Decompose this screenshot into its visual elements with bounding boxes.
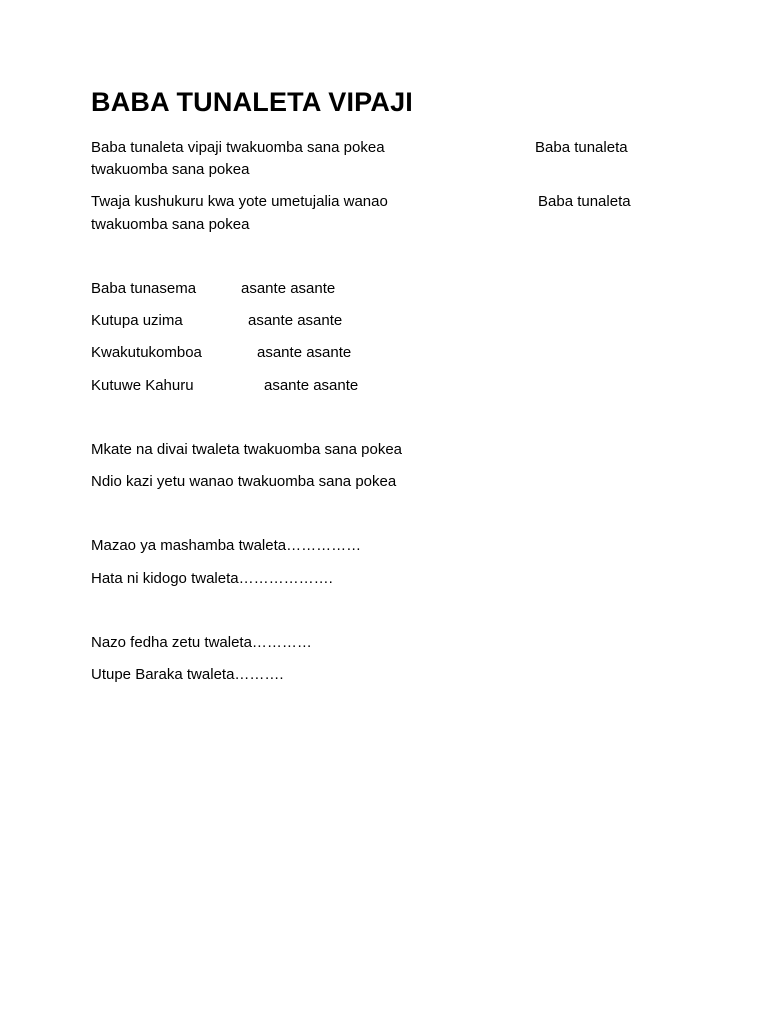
verse3-line: Mazao ya mashamba twaleta…………… [91, 537, 362, 554]
chorus-line-left: Kutuwe Kahuru [91, 377, 194, 394]
verse1-line1-left: Baba tunaleta vipaji twakuomba sana pokea [91, 139, 385, 156]
chorus-line-right: asante asante [264, 377, 359, 394]
verse2-line: Mkate na divai twaleta twakuomba sana pokea [91, 441, 403, 458]
chorus-line-left: Kwakutukomboa [91, 344, 202, 361]
page-title: BABA TUNALETA VIPAJI [91, 87, 414, 117]
verse4-line: Utupe Baraka twaleta………. [91, 666, 284, 683]
verse3-line: Hata ni kidogo twaleta………………. [91, 570, 333, 587]
verse1-line2-continuation: twakuomba sana pokea [91, 216, 250, 233]
verse2-line: Ndio kazi yetu wanao twakuomba sana pokea [91, 473, 397, 490]
chorus-line-left: Kutupa uzima [91, 312, 183, 329]
chorus-line-right: asante asante [241, 280, 336, 297]
verse1-line2-left: Twaja kushukuru kwa yote umetujalia wanao [91, 193, 388, 210]
chorus-line-left: Baba tunasema [91, 280, 197, 297]
verse4-line: Nazo fedha zetu twaleta………… [91, 634, 312, 651]
verse1-line1-right: Baba tunaleta [535, 139, 628, 156]
verse1-line1-continuation: twakuomba sana pokea [91, 161, 250, 178]
chorus-line-right: asante asante [257, 344, 352, 361]
chorus-line-right: asante asante [248, 312, 343, 329]
verse1-line2-right: Baba tunaleta [538, 193, 631, 210]
